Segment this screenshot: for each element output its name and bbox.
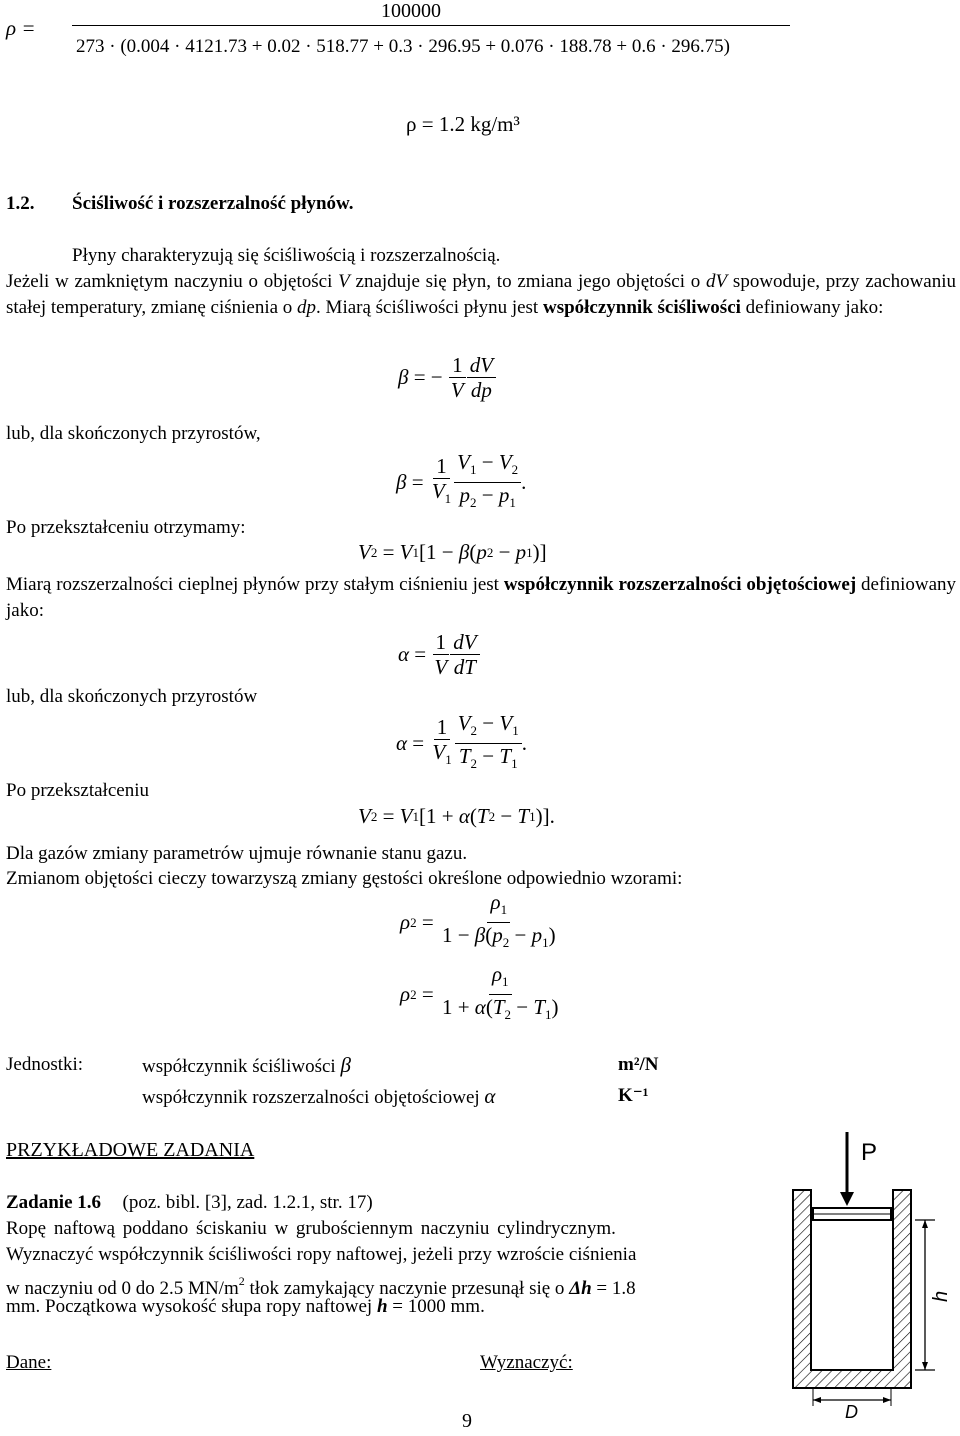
formula-beta-finite: β = $\frac{1}{V_1}$ $\frac{V_1 - V_2}{p_2 - p_1}$ . [396, 450, 527, 510]
task-header [6, 1190, 373, 1216]
find-label: Wyznaczyć: [480, 1352, 573, 1373]
formula-alpha-finite: α = $\frac{1}{V_1}$ $\frac{V_2 - V_1}{T_2 - T_1}$ . [396, 711, 527, 771]
symbol-alpha: α [484, 1084, 496, 1108]
unit-beta: m²/N [618, 1054, 659, 1075]
text: w naczyniu od 0 do 2.5 MN/m [6, 1278, 239, 1299]
term-compressibility: współczynnik ściśliwości [542, 297, 741, 318]
units-label: Jednostki: [6, 1054, 84, 1075]
symbol-delta-h: Δh [569, 1278, 592, 1299]
top-formula-denominator: 273 · (0.004 · 4121.73 + 0.02 · 518.77 + 0.3 · 296.95 + 0.076 · 188.78 + 0.6 · 296.75) [76, 36, 730, 57]
formula-v2-compression: V 2 = V 1 [1 − β ( p 2 − p 1 )] [358, 540, 547, 564]
symbol-dp: dp [297, 297, 317, 318]
section-number: 1.2. [6, 193, 35, 214]
text: mm. Początkowa wysokość słupa ropy naftowej [6, 1296, 373, 1317]
text-gas-equation: Dla gazów zmiany parametrów ujmuje równanie stanu gazu. [6, 843, 468, 864]
label-h: h [930, 1290, 952, 1302]
given-label: Dane: [6, 1352, 52, 1373]
formula-v2-expansion: V 2 = V 1 [1 + α ( T 2 − T 1 )]. [358, 804, 555, 828]
text-transformation-2: Po przekształceniu [6, 780, 149, 801]
label-d: D [845, 1402, 858, 1422]
formula-alpha-differential: α = $\frac{1}{V}$ $\frac{dV}{dT}$ [398, 630, 480, 679]
text-finite-increments: lub, dla skończonych przyrostów, [6, 423, 261, 444]
text-liquid-density: Zmianom objętości cieczy towarzyszą zmiany gęstości określone odpowiednio wzorami: [6, 868, 683, 889]
piston-cylinder-figure [785, 1130, 957, 1422]
examples-heading: PRZYKŁADOWE ZADANIA [6, 1139, 255, 1161]
text: spowoduje, przy zachowaniu stałej temperatury, zmianę ciśnienia o [6, 271, 957, 318]
units-row1 [142, 1052, 351, 1080]
text: . Miarą ściśliwości płynu jest [316, 297, 539, 318]
density-result: ρ = 1.2 kg/m³ [406, 112, 520, 136]
unit-alpha: K⁻¹ [618, 1085, 649, 1106]
task-line-2: Wyznaczyć współczynnik ściśliwości ropy naftowej, jeżeli przy wzroście ciśnienia [6, 1244, 637, 1265]
paragraph-compressibility [6, 269, 956, 321]
fraction-bar [72, 25, 790, 26]
text-transformation: Po przekształceniu otrzymamy: [6, 517, 246, 538]
text: współczynnik rozszerzalności objętościowej [142, 1087, 480, 1108]
text: znajduje się płyn, to zmiana jego objętości o [355, 271, 701, 292]
formula-beta-differential: β = − $\frac{1}{V}$ $\frac{dV}{dp}$ [398, 353, 496, 402]
task-line-1: Ropę naftową poddano ściskaniu w grubościennym naczyniu cylindrycznym. [6, 1218, 616, 1239]
top-formula [6, 0, 806, 70]
text: = 1000 mm. [392, 1296, 485, 1317]
top-formula-numerator: 100000 [381, 0, 441, 22]
paragraph-expansion [6, 572, 956, 624]
intro-text: Płyny charakteryzują się ściśliwością i rozszerzalnością. [72, 245, 501, 266]
symbol-beta: β [340, 1053, 351, 1077]
page-number: 9 [462, 1410, 472, 1432]
formula-rho2-temperature: ρ 2 = $\frac{\rho_1}{1 + \alpha(T_2 - T_1)}$ [400, 962, 559, 1022]
section-title: Ściśliwość i rozszerzalność płynów. [72, 193, 354, 214]
task-line-3: w naczyniu od 0 do 2.5 $MN/m^2$ tłok zamykający naczynie przesunął się o Δh = 1.8 [6, 1274, 636, 1299]
task-title: Zadanie 1.6 [6, 1192, 102, 1213]
text: Jeżeli w zamkniętym naczyniu o objętości [6, 271, 333, 292]
text: współczynnik ściśliwości [142, 1056, 336, 1077]
symbol-dv: dV [706, 271, 728, 292]
top-formula-lhs: ρ = [6, 16, 36, 40]
text: definiowany jako: [6, 574, 957, 621]
label-p: P [861, 1139, 878, 1166]
text: definiowany jako: [745, 297, 884, 318]
symbol-v: V [338, 271, 350, 292]
text-finite-increments-2: lub, dla skończonych przyrostów [6, 686, 258, 707]
task-reference: (poz. bibl. [3], zad. 1.2.1, str. 17) [122, 1192, 373, 1213]
text: = 1.8 [596, 1278, 636, 1299]
term-expansion: współczynnik rozszerzalności objętościowej [503, 574, 857, 595]
symbol-h: h [376, 1296, 388, 1317]
formula-rho2-pressure: ρ 2 = $\frac{\rho_1}{1 - \beta(p_2 - p_1)}$ [400, 890, 556, 950]
task-line-4 [6, 1294, 485, 1320]
text: tłok zamykający naczynie przesunął się o [249, 1278, 565, 1299]
units-row2 [142, 1083, 495, 1111]
text: Miarą rozszerzalności cieplnej płynów przy stałym ciśnieniu jest [6, 574, 499, 595]
